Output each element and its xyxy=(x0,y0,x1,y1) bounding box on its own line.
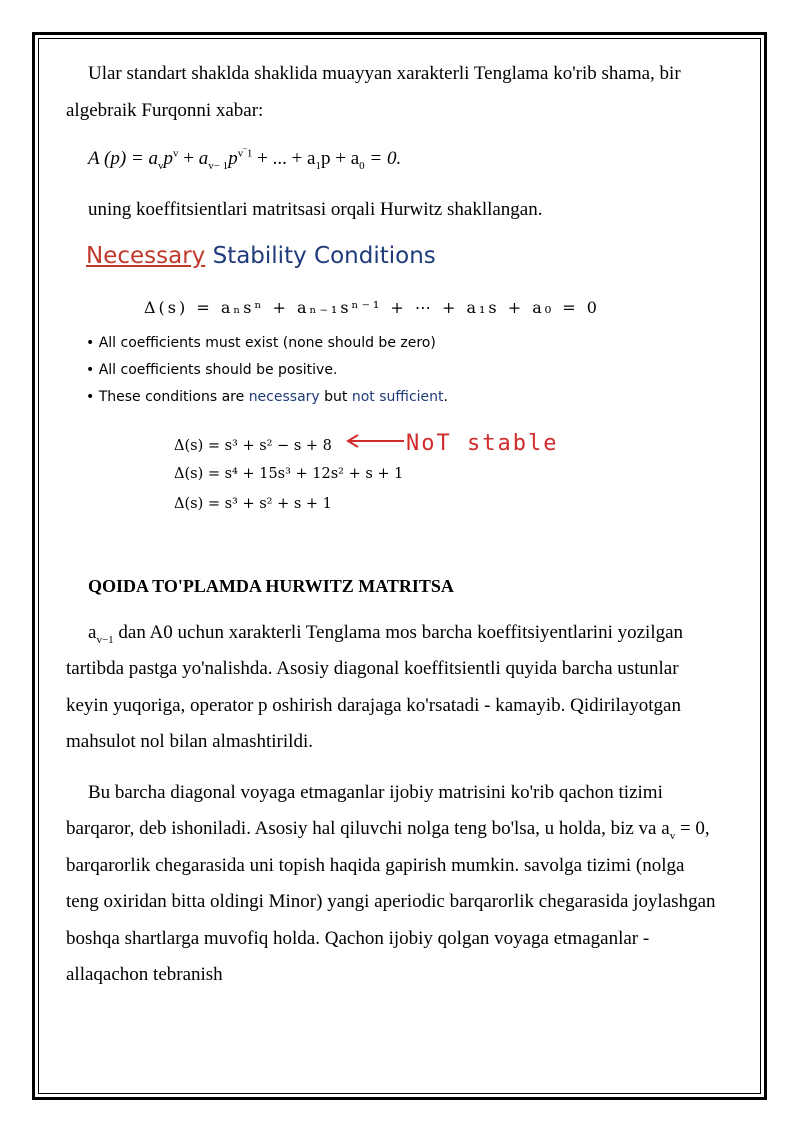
formula-lhs: A (p) = xyxy=(88,148,149,169)
formula-op: p + a xyxy=(320,148,360,169)
formula-term: p xyxy=(163,148,173,169)
paragraph-matrix-rule xyxy=(66,615,716,761)
formula-op: + xyxy=(178,148,199,169)
stability-conditions-figure xyxy=(86,238,606,528)
document-body xyxy=(66,56,716,994)
bullet-text: These conditions are xyxy=(98,389,249,405)
arrow-icon xyxy=(344,434,406,448)
coef-sub: v xyxy=(669,829,676,842)
formula-sup: v‾1 xyxy=(237,147,253,160)
bullet-text: but xyxy=(319,389,352,405)
formula-term: p xyxy=(228,148,238,169)
formula-sub: v xyxy=(158,159,164,172)
paragraph-text: Bu barcha diagonal voyaga etmaganlar ijobiy matrisini ko'rib qachon tizimi barqaror, deb ishoniladi. Asosiy hal qiluvchi nolga teng bo'lsa, u holda, biz va a xyxy=(66,781,670,839)
figure-general-equation: Δ(s) = aₙsⁿ + aₙ₋₁sⁿ⁻¹ + ⋯ + a₁s + a₀ = 0 xyxy=(144,298,600,317)
bullet-item xyxy=(86,384,448,411)
figure-title-underlined: Necessary xyxy=(86,243,206,269)
formula-op: + ... + a xyxy=(252,148,316,169)
formula-term: a xyxy=(148,148,158,169)
formula-end: = 0. xyxy=(364,148,402,169)
example-equation-3: Δ(s) = s³ + s² + s + 1 xyxy=(174,496,332,512)
formula-sup: v xyxy=(173,147,179,160)
handwritten-annotation: NoT stable xyxy=(406,431,559,456)
paragraph-hurwitz-intro: uning koeffitsientlari matritsasi orqali Hurwitz shakllangan. xyxy=(88,198,543,220)
bullet-item: • All coefficients must exist (none should be zero) xyxy=(86,330,448,357)
figure-title-rest: Stability Conditions xyxy=(205,243,436,269)
coef-symbol: a xyxy=(88,621,97,643)
formula-sub: 1 xyxy=(315,159,321,172)
paragraph-stability-criterion xyxy=(66,775,716,994)
bullet-text: . xyxy=(443,389,448,405)
paragraph-intro: Ular standart shaklda shaklida muayyan xarakterli Tenglama ko'rib shama, bir algebraik Furqonni xabar: xyxy=(66,63,681,121)
paragraph-text: = 0, barqarorlik chegarasida uni topish haqida gapirish mumkin. savolga tizimi (nolga teng oxiridan bitta oldingi Minor) yangi aperiodic barqarorlik chegarasida joylashgan boshqa shartlarga muvofiq holda. Qachon ijobiy qolgan voyaga etmaganlar - allaqachon tebranish xyxy=(66,818,716,985)
bullet-highlight: necessary xyxy=(248,389,320,405)
example-equation-1: Δ(s) = s³ + s² − s + 8 xyxy=(174,438,332,454)
formula-term: a xyxy=(198,148,209,169)
figure-title xyxy=(86,238,436,275)
paragraph-text: dan A0 uchun xarakterli Tenglama mos barcha koeffitsiyentlarini yozilgan tartibda pastga yo'nalishda. Asosiy diagonal koeffitsientli quyida barcha ustunlar keyin yuqoriga, operator p oshirish darajaga ko'rsatadi - kamayib. Qidirilayotgan mahsulot nol bilan almashtirildi. xyxy=(66,621,684,752)
characteristic-equation xyxy=(66,141,716,178)
formula-sub: v− 1 xyxy=(208,159,229,172)
formula-sub: 0 xyxy=(359,159,365,172)
example-equation-2: Δ(s) = s⁴ + 15s³ + 12s² + s + 1 xyxy=(174,466,404,482)
figure-bullet-list xyxy=(86,330,448,411)
bullet-item: • All coefficients should be positive. xyxy=(86,357,448,384)
section-heading: QOIDA TO'PLAMDA HURWITZ MATRITSA xyxy=(88,576,454,596)
bullet-highlight: not sufficient xyxy=(351,389,444,405)
coef-sub: v−1 xyxy=(96,633,114,646)
